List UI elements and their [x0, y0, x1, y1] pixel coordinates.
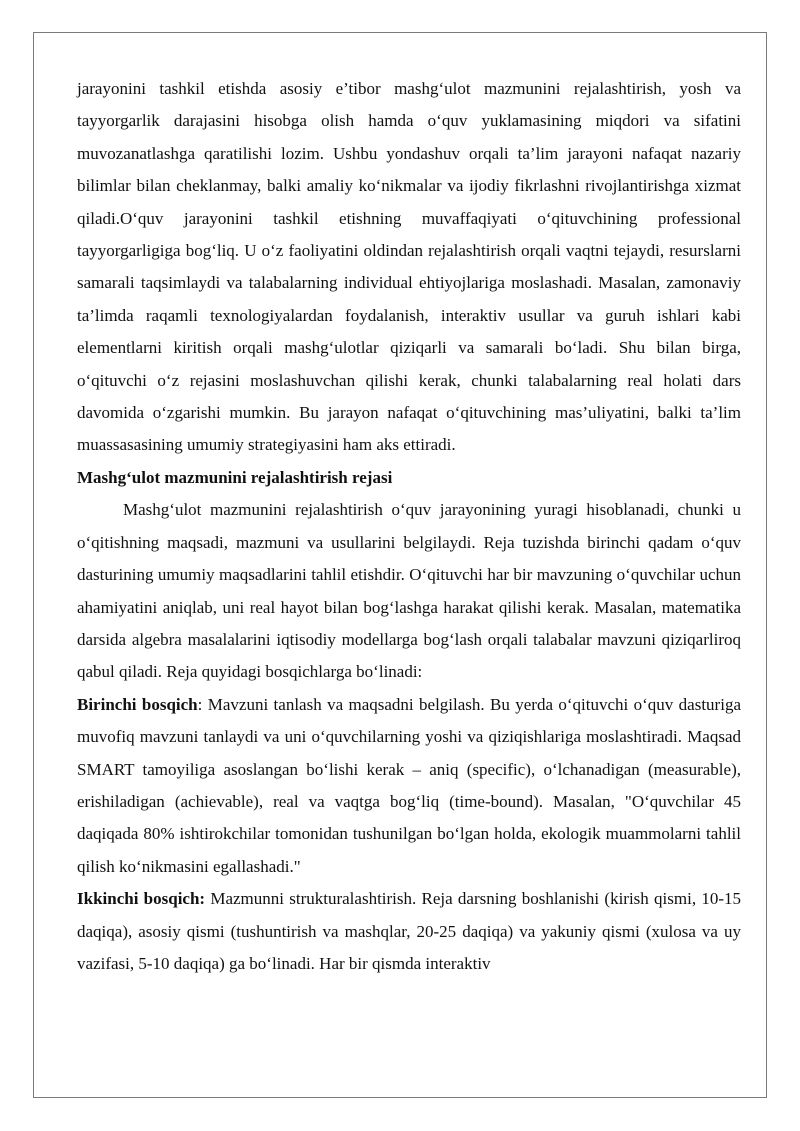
document-body	[77, 73, 741, 980]
paragraph-intro: jarayonini tashkil etishda asosiy e’tibor mashg‘ulot mazmunini rejalashtirish, yosh va tayyorgarlik darajasini hisobga olish hamda o‘quv yuklamasining miqdori va sifatini muvozanatlashga qaratilishi lozim. Ushbu yondashuv orqali ta’lim jarayoni nafaqat nazariy bilimlar bilan cheklanmay, balki amaliy ko‘nikmalar va ijodiy fikrlashni rivojlantirishga xizmat qiladi.O‘quv jarayonini tashkil etishning muvaffaqiyati o‘qituvchining professional tayyorgarligiga bog‘liq. U o‘z faoliyatini oldindan rejalashtirish orqali vaqtni tejaydi, resurslarni samarali taqsimlaydi va talabalarning individual ehtiyojlariga moslashadi. Masalan, zamonaviy ta’limda raqamli texnologiyalardan foydalanish, interaktiv usullar va guruh ishlari kabi elementlarni kiritish orqali mashg‘ulotlar qiziqarli va samarali bo‘ladi. Shu bilan birga, o‘qituvchi o‘z rejasini moslashuvchan qilishi kerak, chunki talabalarning real holati dars davomida o‘zgarishi mumkin. Bu jarayon nafaqat o‘qituvchining mas’uliyatini, balki ta’lim muassasasining umumiy strategiyasini ham aks ettiradi.	[77, 79, 741, 455]
stage-1-label: Birinchi bosqich	[77, 694, 198, 714]
paragraph-stage-2	[77, 883, 741, 980]
section-heading: Mashg‘ulot mazmunini rejalashtirish rejasi	[77, 467, 393, 487]
stage-1-text: : Mavzuni tanlash va maqsadni belgilash. Bu yerda o‘qituvchi o‘quv dasturiga muvofiq mavzuni tanlaydi va uni o‘quvchilarning yoshi va qiziqishlariga moslashtiradi. Maqsad SMART tamoyiliga asoslangan bo‘lishi kerak – aniq (specific), o‘lchanadigan (measurable), erishiladigan (achievable), real va vaqtga bog‘liq (time-bound). Masalan, "O‘quvchilar 45 daqiqada 80% ishtirokchilar tomonidan tushunilgan bo‘lgan holda, ekologik muammolarni tahlil qilish ko‘nikmasini egallashadi."	[77, 694, 741, 876]
paragraph-plan: Mashg‘ulot mazmunini rejalashtirish o‘quv jarayonining yuragi hisoblanadi, chunki u o‘qitishning maqsadi, mazmuni va usullarini belgilaydi. Reja tuzishda birinchi qadam o‘quv dasturining umumiy maqsadlarini tahlil etishdir. O‘qituvchi har bir mavzuning o‘quvchilar uchun ahamiyatini aniqlab, uni real hayot bilan bog‘lashga harakat qilishi kerak. Masalan, matematika darsida algebra masalalarini iqtisodiy modellarga bog‘lash orqali talabalar mavzuni qiziqarliroq qabul qiladi. Reja quyidagi bosqichlarga bo‘linadi:	[77, 500, 741, 682]
stage-2-text: Mazmunni strukturalashtirish. Reja darsning boshlanishi (kirish qismi, 10-15 daqiqa), asosiy qismi (tushuntirish va mashqlar, 20-25 daqiqa) va yakuniy qismi (xulosa va uy vazifasi, 5-10 daqiqa) ga bo‘linadi. Har bir qismda interaktiv	[77, 889, 741, 973]
stage-2-label: Ikkinchi bosqich:	[77, 889, 206, 909]
paragraph-stage-1	[77, 689, 741, 883]
